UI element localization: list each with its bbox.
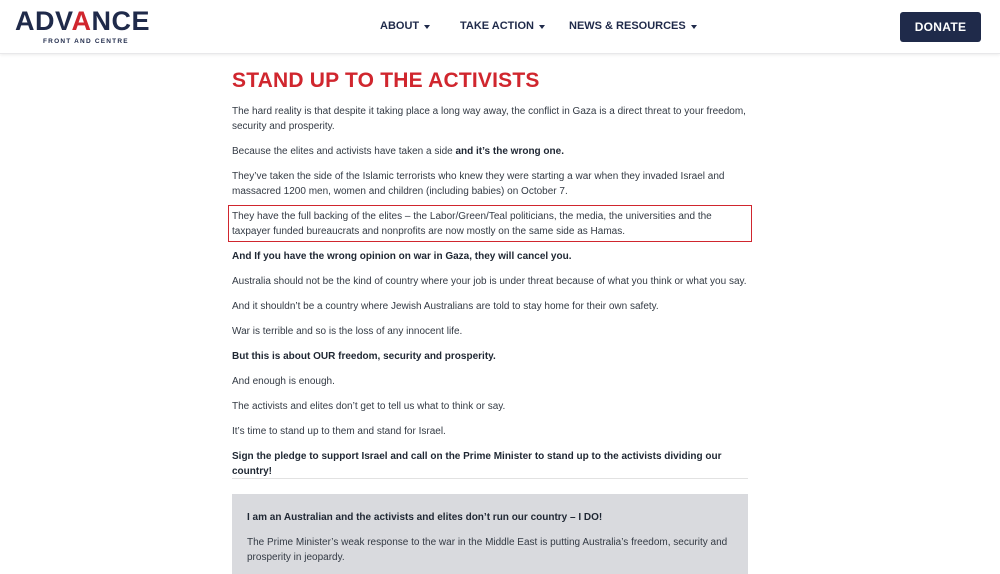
donate-button[interactable]: DONATE — [900, 12, 981, 42]
paragraph: And If you have the wrong opinion on war in Gaza, they will cancel you. — [232, 251, 572, 262]
paragraph: Because the elites and activists have taken a side and it’s the wrong one. — [232, 146, 564, 157]
nav-take-action-label: TAKE ACTION — [460, 20, 534, 32]
highlight-box — [228, 205, 752, 242]
pledge-box — [232, 494, 748, 574]
chevron-down-icon — [424, 25, 430, 29]
paragraph: They’ve taken the side of the Islamic terrorists who knew they were starting a war when they invaded Israel and massacred 1200 men, women and children (including babies) on October 7. — [232, 171, 725, 197]
nav-about[interactable] — [380, 20, 430, 32]
paragraph: And enough is enough. — [232, 376, 335, 387]
paragraph: Australia should not be the kind of country where your job is under threat because of what you think or what you say. — [232, 276, 747, 287]
advance-logo[interactable] — [15, 8, 160, 48]
paragraph: But this is about OUR freedom, security and prosperity. — [232, 351, 496, 362]
logo-wordmark: ADVANCE — [15, 6, 151, 36]
paragraph: War is terrible and so is the loss of any innocent life. — [232, 326, 463, 337]
paragraph-highlighted: They have the full backing of the elites – the Labor/Green/Teal politicians, the media, the universities and the taxpayer funded bureaucrats and nonprofits are now mostly on the same side as Hamas. — [232, 211, 712, 237]
paragraph: The activists and elites don’t get to tell us what to think or say. — [232, 401, 506, 412]
nav-news-resources-label: NEWS & RESOURCES — [569, 20, 686, 32]
nav-take-action[interactable] — [460, 20, 545, 32]
chevron-down-icon — [539, 25, 545, 29]
site-header — [0, 0, 1000, 54]
paragraph: It’s time to stand up to them and stand for Israel. — [232, 426, 446, 437]
article-content — [232, 68, 752, 94]
paragraph: Sign the pledge to support Israel and call on the Prime Minister to stand up to the activists dividing our country! — [232, 451, 722, 477]
divider — [232, 478, 748, 479]
paragraph: The hard reality is that despite it taking place a long way away, the conflict in Gaza is a direct threat to your freedom, security and prosperity. — [232, 106, 746, 132]
paragraph: And it shouldn’t be a country where Jewish Australians are told to stay home for their own safety. — [232, 301, 659, 312]
nav-news-resources[interactable] — [569, 20, 697, 32]
pledge-heading: I am an Australian and the activists and elites don’t run our country – I DO! — [247, 512, 603, 523]
nav-about-label: ABOUT — [380, 20, 420, 32]
pledge-body: The Prime Minister’s weak response to the war in the Middle East is putting Australia’s freedom, security and prosperity in jeopardy. — [247, 537, 728, 563]
page-title: STAND UP TO THE ACTIVISTS — [232, 69, 540, 92]
chevron-down-icon — [691, 25, 697, 29]
logo-tagline: FRONT AND CENTRE — [43, 38, 129, 45]
